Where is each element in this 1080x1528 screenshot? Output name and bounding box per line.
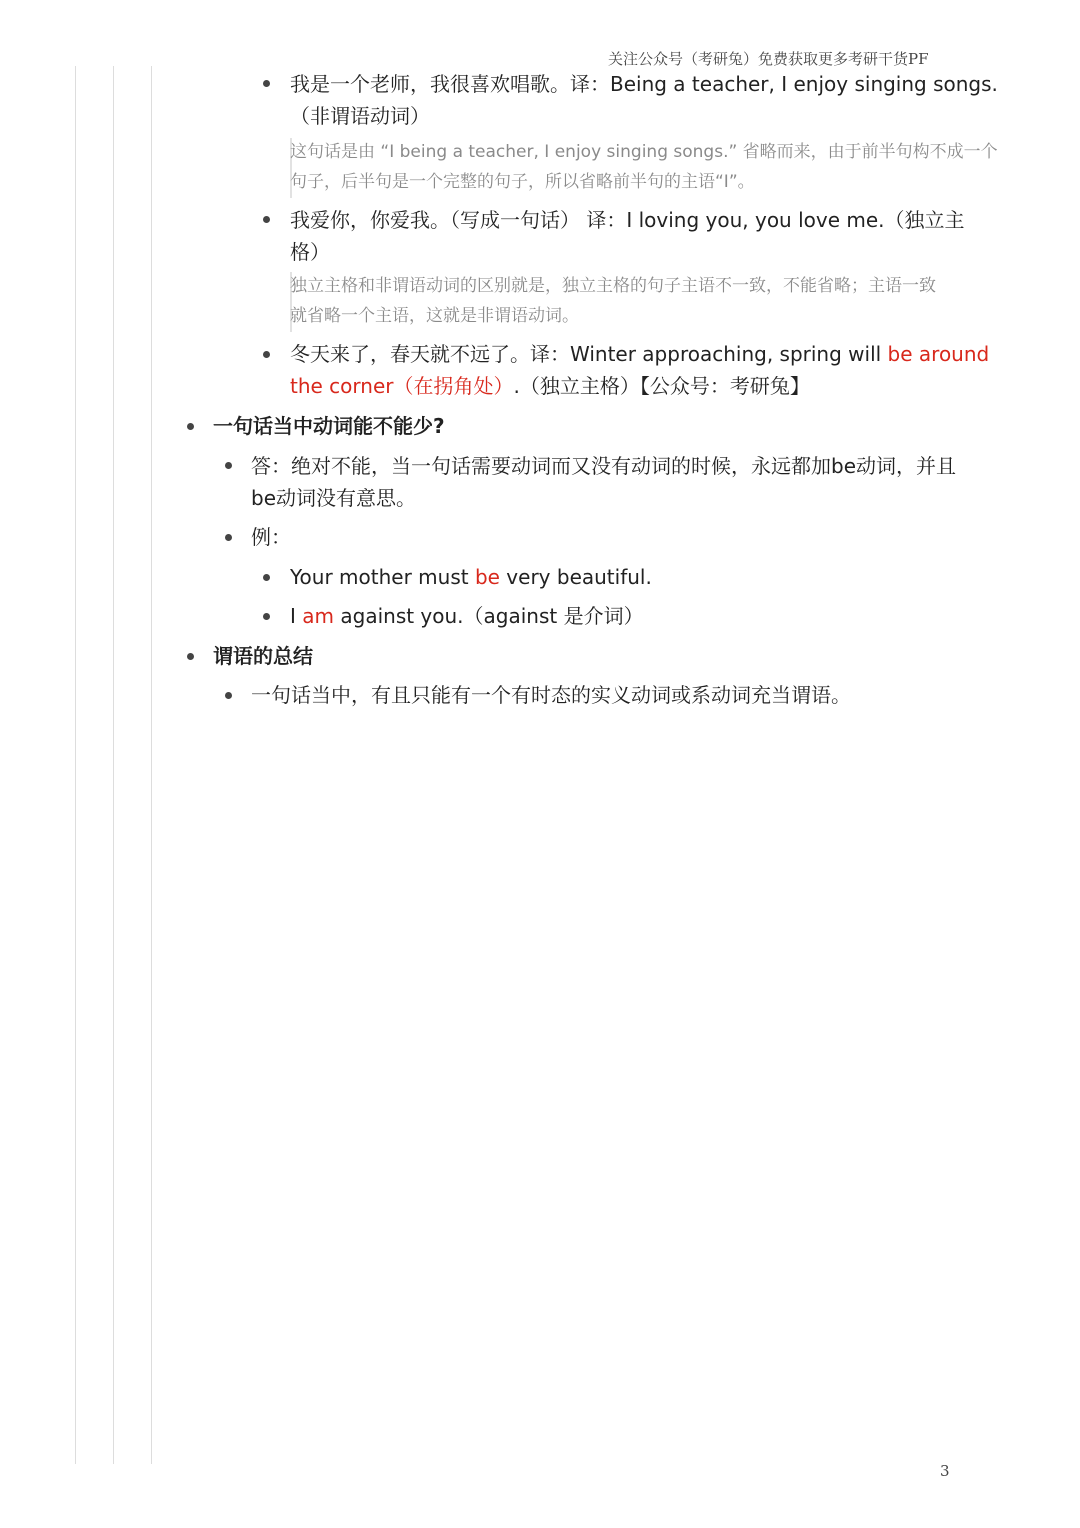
bullet <box>225 692 232 699</box>
quote-note: 独立主格和非谓语动词的区别就是，独立主格的句子主语不一致，不能省略；主语一致 <box>290 276 936 296</box>
sentence-part: against you.（against 是介词） <box>334 604 644 628</box>
section-heading: 一句话当中动词能不能少? <box>213 414 445 438</box>
page-header: 关注公众号（考研兔）免费获取更多考研干货PF <box>608 50 929 68</box>
example-sentence: 我是一个老师，我很喜欢唱歌。译：Being a teacher, I enjoy singing songs. <box>290 72 998 96</box>
bullet <box>225 462 232 469</box>
page-number: 3 <box>940 1462 950 1480</box>
highlight-phrase: be around <box>887 342 990 366</box>
bullet <box>263 80 270 87</box>
indent-guide <box>113 66 114 1464</box>
indent-guide <box>151 66 152 1464</box>
example-sentence: 我爱你，你爱我。（写成一句话） 译：I loving you, you love me.（独立主 <box>290 208 965 232</box>
answer-text-cont: be动词没有意思。 <box>251 486 416 510</box>
section-heading: 谓语的总结 <box>213 644 313 668</box>
bullet <box>225 534 232 541</box>
example-label: 例： <box>251 525 291 549</box>
indent-guide <box>75 66 76 1464</box>
example-sentence-cont: （非谓语动词） <box>290 104 430 128</box>
highlight-word: am <box>302 604 335 628</box>
highlight-word: be <box>474 565 500 589</box>
sentence-part: very beautiful. <box>499 565 652 589</box>
example-sentence-cont <box>290 370 810 402</box>
example-sentence <box>290 561 652 593</box>
bullet <box>187 653 194 660</box>
bullet <box>263 574 270 581</box>
answer-text: 答：绝对不能，当一句话需要动词而又没有动词的时候，永远都加be动词，并且 <box>251 454 956 478</box>
highlight-phrase: the corner（在拐角处） <box>290 374 514 398</box>
example-sentence <box>290 600 644 632</box>
example-sentence <box>290 338 989 370</box>
bullet <box>263 351 270 358</box>
sentence-part: Your mother must <box>290 565 475 589</box>
quote-note: 句子，后半句是一个完整的句子，所以省略前半句的主语“I”。 <box>290 172 755 192</box>
bullet <box>263 613 270 620</box>
example-sentence-cont: 格） <box>290 240 330 264</box>
bullet <box>187 423 194 430</box>
bullet <box>263 216 270 223</box>
quote-note: 这句话是由 “I being a teacher, I enjoy singing songs.” 省略而来，由于前半句构不成一个 <box>290 142 998 162</box>
sentence-part: .（独立主格）【公众号：考研兔】 <box>513 374 810 398</box>
sentence-part: 冬天来了，春天就不远了。译：Winter approaching, spring will <box>290 342 888 366</box>
summary-text: 一句话当中，有且只能有一个有时态的实义动词或系动词充当谓语。 <box>251 683 851 707</box>
quote-note: 就省略一个主语，这就是非谓语动词。 <box>290 306 579 326</box>
sentence-part: I <box>290 604 303 628</box>
